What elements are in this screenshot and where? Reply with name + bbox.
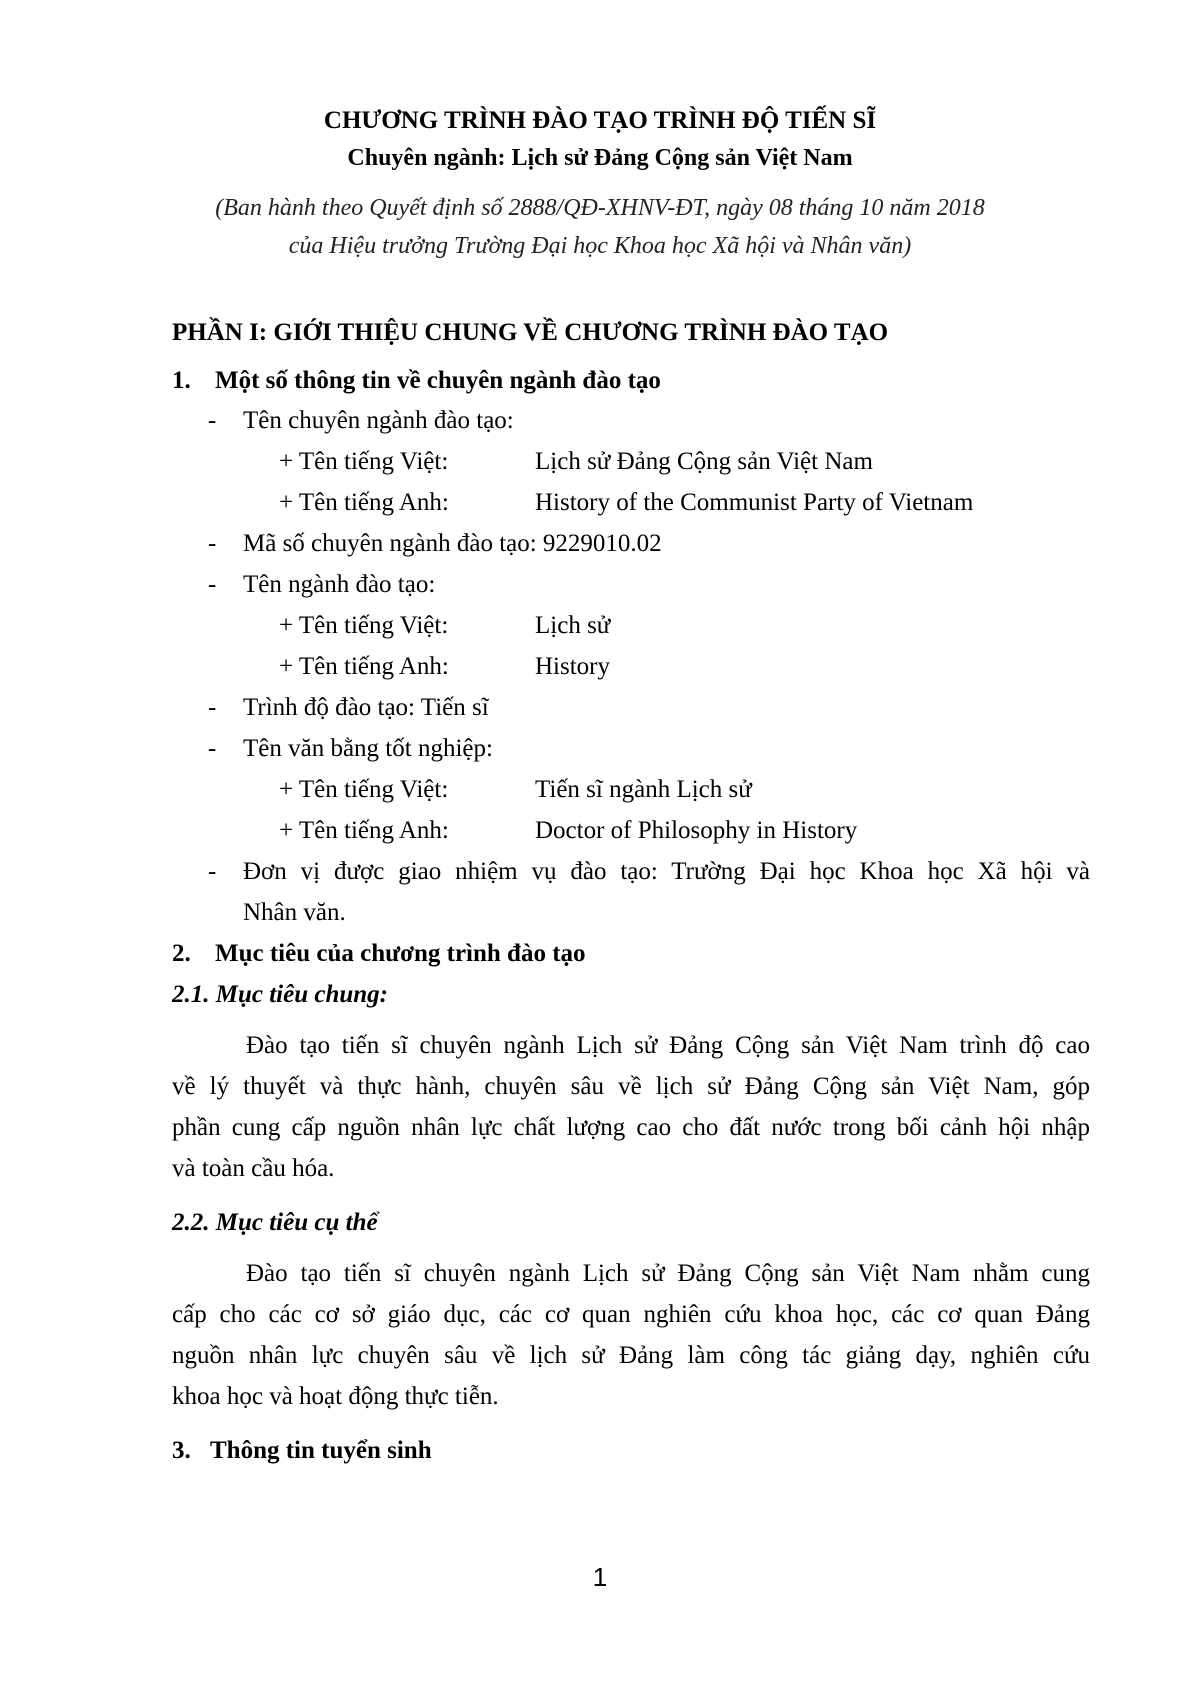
specific-objective-line-1: Đào tạo tiến sĩ chuyên ngành Lịch sử Đảng Cộng sản Việt Nam nhằm cung bbox=[246, 1260, 1090, 1287]
specific-objective-heading: 2.2. Mục tiêu cụ thể bbox=[172, 1209, 378, 1236]
general-objective-line-3: phần cung cấp nguồn nhân lực chất lượng cao cho đất nước trong bối cảnh hội nhập bbox=[172, 1114, 1090, 1141]
section3-heading: Thông tin tuyển sinh bbox=[210, 1437, 432, 1464]
dash-bullet: - bbox=[208, 530, 217, 557]
general-objective-heading: 2.1. Mục tiêu chung: bbox=[172, 981, 389, 1008]
document-title: CHƯƠNG TRÌNH ĐÀO TẠO TRÌNH ĐỘ TIẾN SĨ bbox=[323, 107, 877, 134]
general-objective-line-4: và toàn cầu hóa. bbox=[172, 1155, 335, 1182]
section3-number: 3. bbox=[172, 1437, 191, 1464]
dash-bullet: - bbox=[208, 694, 217, 721]
dash-bullet: - bbox=[208, 571, 217, 598]
specialty-vn-label: + Tên tiếng Việt: bbox=[279, 448, 449, 475]
section2-heading: Mục tiêu của chương trình đào tạo bbox=[215, 940, 586, 967]
degree-en-label: + Tên tiếng Anh: bbox=[279, 817, 449, 844]
major-en-label: + Tên tiếng Anh: bbox=[279, 653, 449, 680]
major-en-value: History bbox=[535, 653, 610, 680]
specific-objective-line-2: cấp cho các cơ sở giáo dục, các cơ quan nghiên cứu khoa học, các cơ quan Đảng bbox=[172, 1301, 1090, 1328]
degree-vn-label: + Tên tiếng Việt: bbox=[279, 776, 449, 803]
general-objective-line-1: Đào tạo tiến sĩ chuyên ngành Lịch sử Đảng Cộng sản Việt Nam trình độ cao bbox=[246, 1032, 1090, 1059]
specialty-en-value: History of the Communist Party of Vietnam bbox=[535, 489, 974, 516]
decree-line-1: (Ban hành theo Quyết định số 2888/QĐ-XHNV-ĐT, ngày 08 tháng 10 năm 2018 bbox=[215, 195, 985, 221]
dash-bullet: - bbox=[208, 407, 217, 434]
training-unit-line-1: Đơn vị được giao nhiệm vụ đào tạo: Trường Đại học Khoa học Xã hội và bbox=[243, 858, 1090, 885]
training-level: Trình độ đào tạo: Tiến sĩ bbox=[243, 694, 489, 721]
section2-number: 2. bbox=[172, 940, 191, 967]
specific-objective-line-3: nguồn nhân lực chuyên sâu về lịch sử Đảng làm công tác giảng dạy, nghiên cứu bbox=[172, 1342, 1090, 1369]
degree-en-value: Doctor of Philosophy in History bbox=[535, 817, 858, 844]
decree-line-2: của Hiệu trưởng Trường Đại học Khoa học Xã hội và Nhân văn) bbox=[288, 233, 912, 259]
degree-label: Tên văn bằng tốt nghiệp: bbox=[243, 735, 493, 762]
major-vn-value: Lịch sử bbox=[535, 612, 611, 639]
document-subtitle: Chuyên ngành: Lịch sử Đảng Cộng sản Việt Nam bbox=[347, 145, 853, 171]
page-number: 1 bbox=[592, 1562, 608, 1592]
major-vn-label: + Tên tiếng Việt: bbox=[279, 612, 449, 639]
general-objective-line-2: về lý thuyết và thực hành, chuyên sâu về lịch sử Đảng Cộng sản Việt Nam, góp bbox=[172, 1073, 1090, 1100]
specialty-vn-value: Lịch sử Đảng Cộng sản Việt Nam bbox=[535, 448, 873, 475]
dash-bullet: - bbox=[208, 858, 217, 885]
specific-objective-line-4: khoa học và hoạt động thực tiễn. bbox=[172, 1383, 499, 1410]
section1-heading: Một số thông tin về chuyên ngành đào tạo bbox=[215, 367, 661, 394]
training-unit-line-2: Nhân văn. bbox=[243, 899, 346, 926]
major-name-label: Tên ngành đào tạo: bbox=[243, 571, 436, 598]
specialty-name-label: Tên chuyên ngành đào tạo: bbox=[243, 407, 514, 434]
part1-heading: PHẦN I: GIỚI THIỆU CHUNG VỀ CHƯƠNG TRÌNH ĐÀO TẠO bbox=[172, 319, 889, 346]
degree-vn-value: Tiến sĩ ngành Lịch sử bbox=[535, 776, 752, 803]
specialty-en-label: + Tên tiếng Anh: bbox=[279, 489, 449, 516]
dash-bullet: - bbox=[208, 735, 217, 762]
section1-number: 1. bbox=[172, 367, 191, 394]
specialty-code: Mã số chuyên ngành đào tạo: 9229010.02 bbox=[243, 530, 662, 557]
